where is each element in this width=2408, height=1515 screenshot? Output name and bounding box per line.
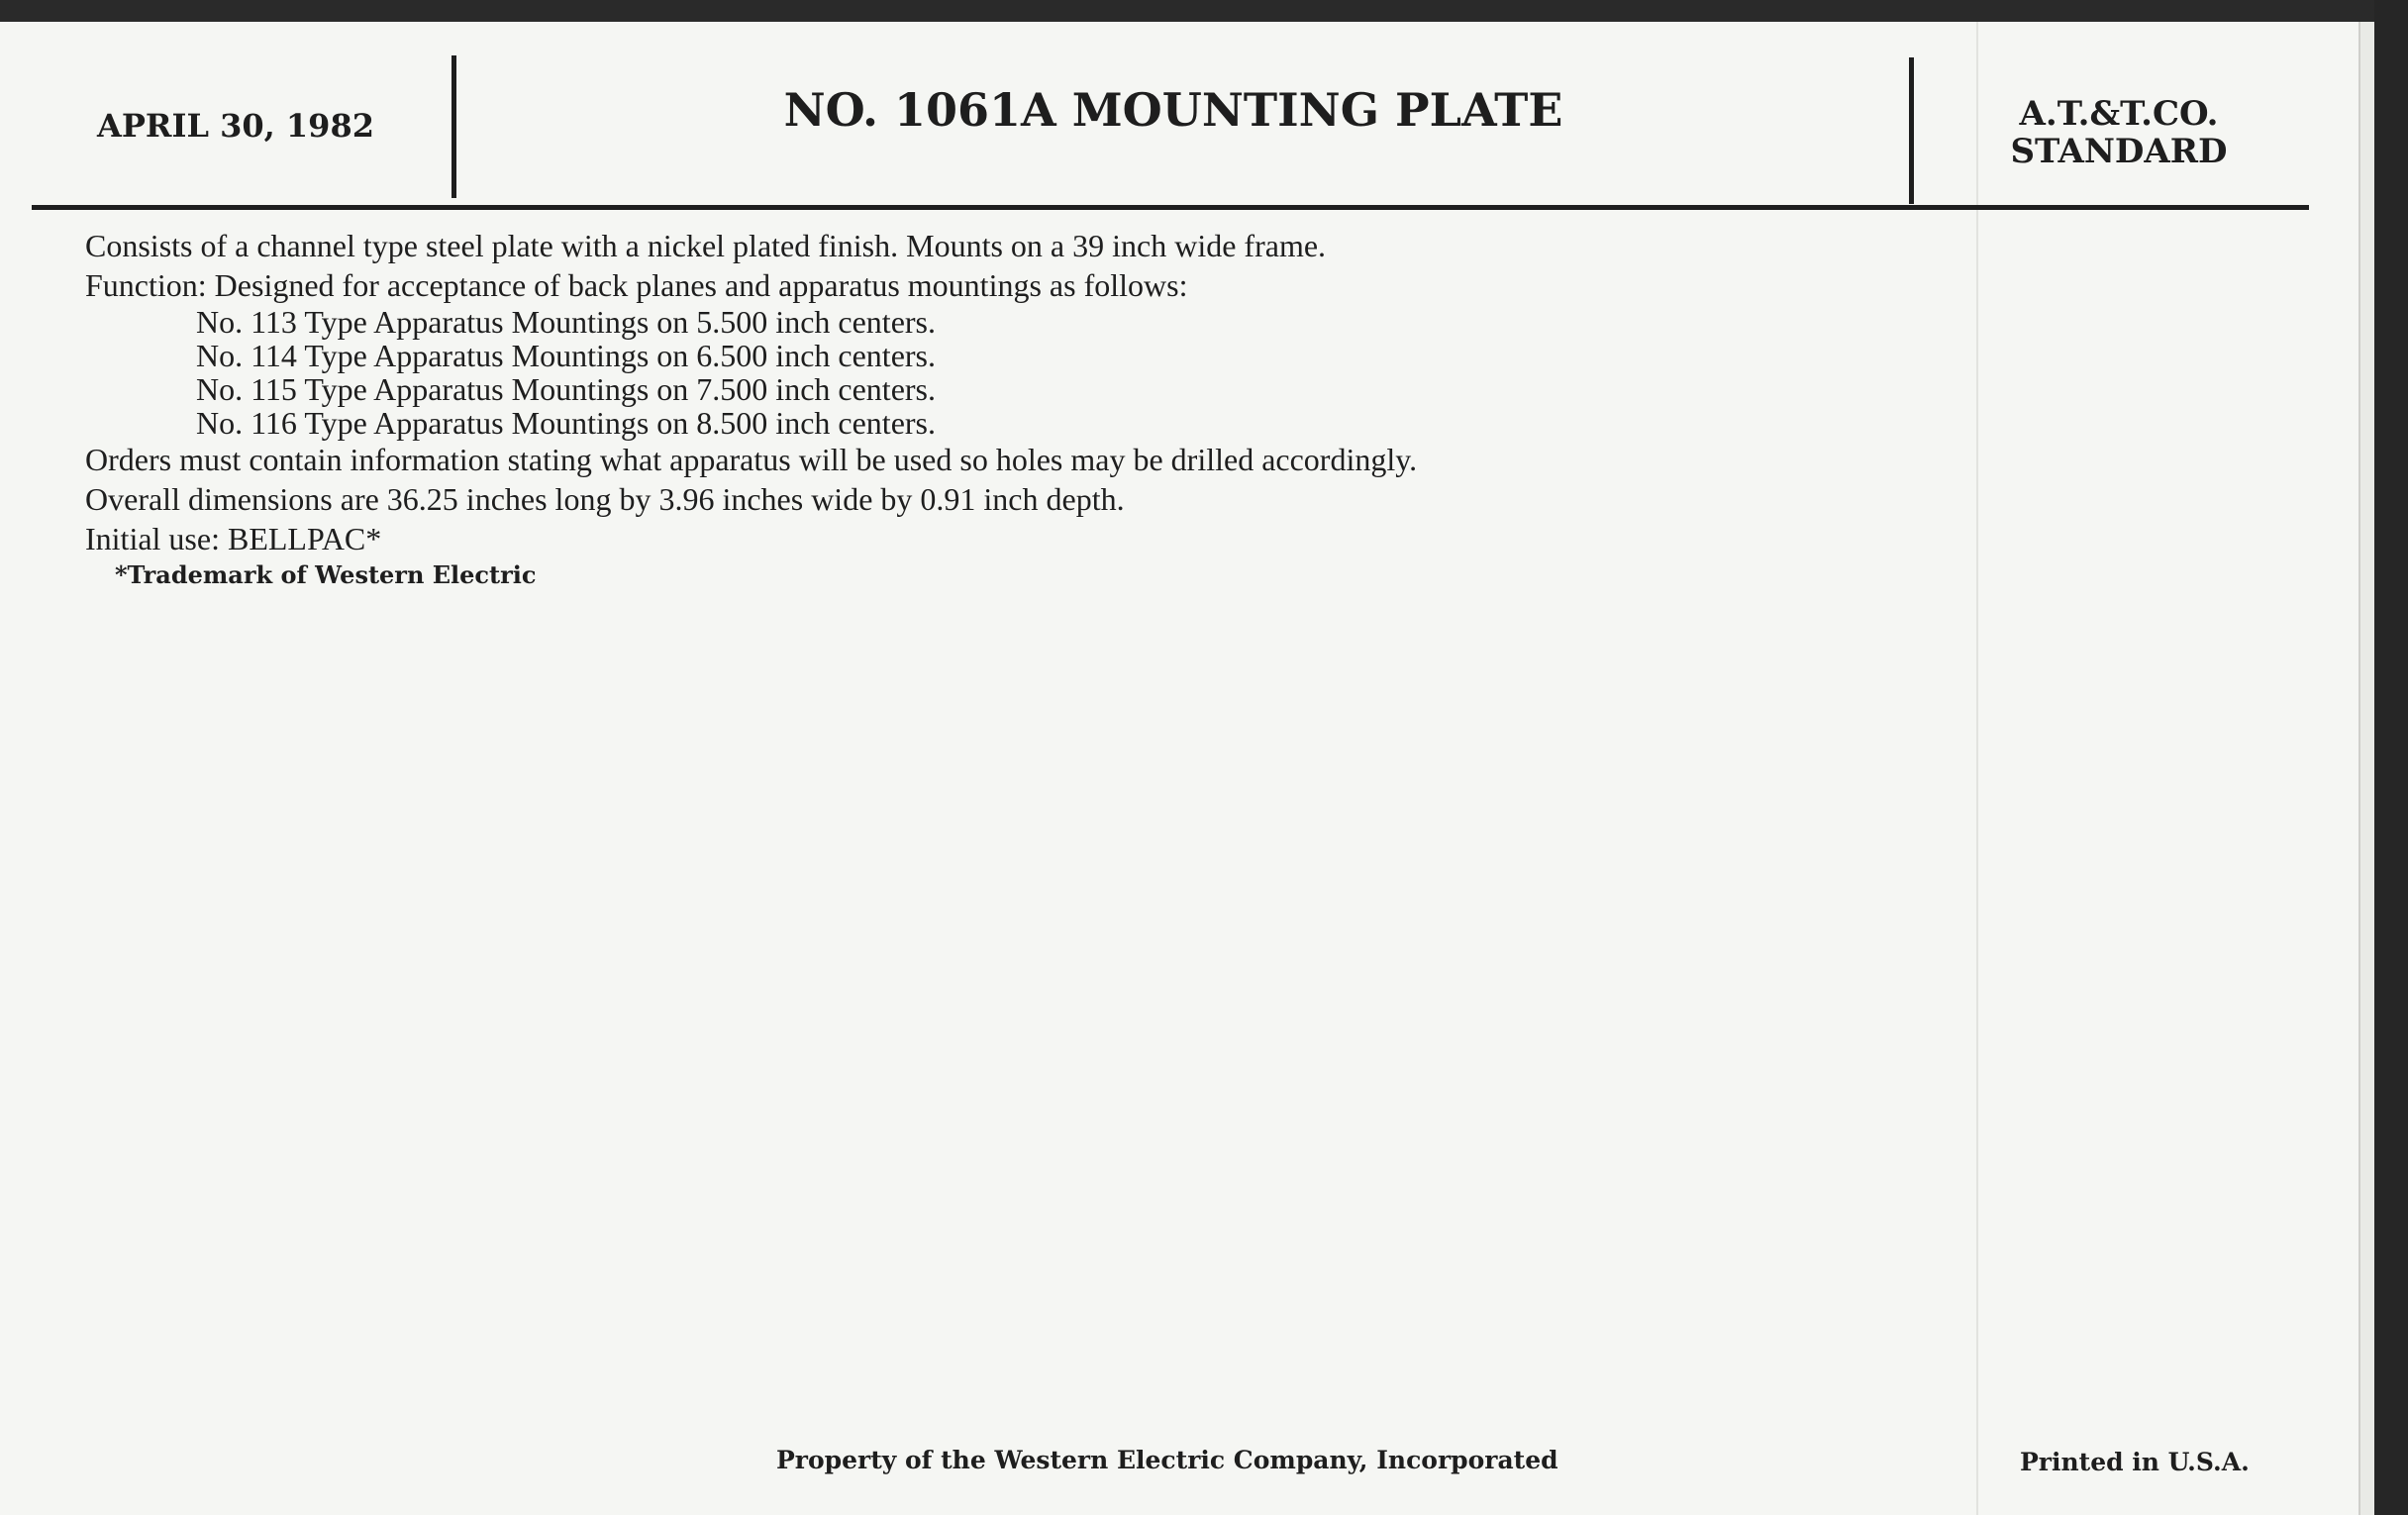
- standard-line-2: STANDARD: [2010, 132, 2228, 171]
- mountings-list: [85, 305, 1417, 440]
- function-text: Function: Designed for acceptance of back planes and apparatus mountings as follows:: [85, 267, 1188, 303]
- list-item: No. 114 Type Apparatus Mountings on 6.500 inch centers.: [196, 338, 936, 373]
- list-item: No. 115 Type Apparatus Mountings on 7.500 inch centers.: [196, 371, 936, 407]
- scan-background: [2374, 0, 2408, 1515]
- property-notice: Property of the Western Electric Company, Incorporated: [776, 1446, 1558, 1474]
- orders-text: Orders must contain information stating what apparatus will be used so holes may be drilled accordingly.: [85, 442, 1418, 477]
- list-item: No. 116 Type Apparatus Mountings on 8.500 inch centers.: [196, 405, 936, 441]
- document-body: [85, 226, 1417, 592]
- printed-notice: Printed in U.S.A.: [2020, 1448, 2250, 1476]
- card-fold-line: [1976, 22, 1978, 1515]
- standard-line-1: A.T.&T.CO.: [2019, 94, 2219, 134]
- header-divider-right: [1909, 57, 1914, 204]
- list-item: No. 113 Type Apparatus Mountings on 5.500 inch centers.: [196, 304, 936, 340]
- document-title: NO. 1061A MOUNTING PLATE: [783, 83, 1563, 137]
- initial-use-text: Initial use: BELLPAC*: [85, 521, 382, 556]
- issue-date: APRIL 30, 1982: [97, 107, 374, 145]
- trademark-footnote: *Trademark of Western Electric: [115, 560, 537, 589]
- header-rule: [32, 205, 2309, 210]
- dimensions-text: Overall dimensions are 36.25 inches long by 3.96 inches wide by 0.91 inch depth.: [85, 481, 1125, 517]
- description-text: Consists of a channel type steel plate with a nickel plated finish. Mounts on a 39 inch wide frame.: [85, 228, 1327, 263]
- standard-label: [1951, 95, 2287, 170]
